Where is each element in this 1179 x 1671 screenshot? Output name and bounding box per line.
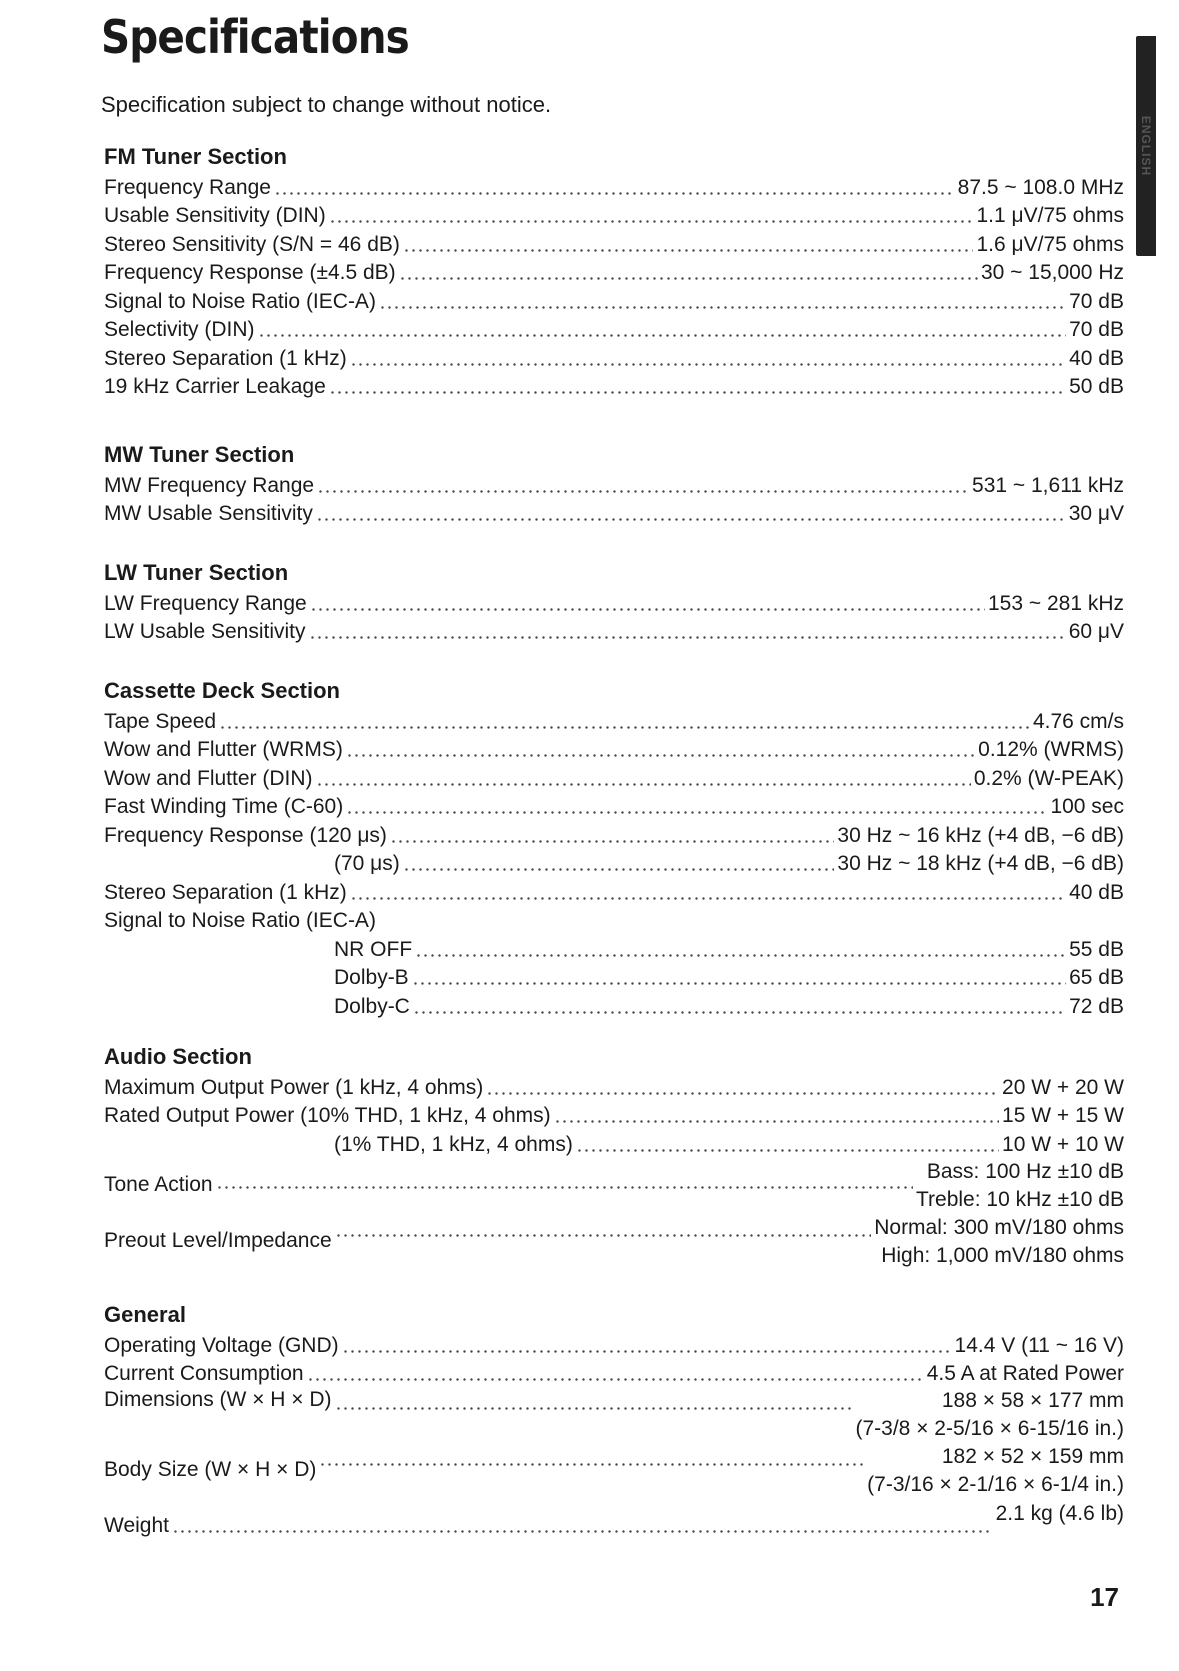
spec-label: Dimensions (W × H × D) (104, 1388, 332, 1411)
leader-dots (554, 1120, 999, 1123)
spec-row (104, 1359, 1124, 1388)
spec-value: 14.4 V (11 ~ 16 V) (954, 1333, 1124, 1357)
spec-row (104, 1330, 1124, 1359)
spec-label: Signal to Noise Ratio (IEC-A) (104, 289, 376, 313)
leader-dots (310, 608, 985, 611)
spec-row (104, 1101, 1124, 1130)
leader-dots (379, 306, 1066, 309)
spec-label: Fast Winding Time (C-60) (104, 795, 344, 818)
spec-label: Frequency Response (120 μs) (104, 823, 387, 847)
spec-label: 19 kHz Carrier Leakage (104, 375, 326, 398)
spec-row (104, 792, 1124, 821)
language-tab-label: ENGLISH (1139, 115, 1153, 177)
leader-dots (403, 868, 835, 871)
fm-tuner-section (104, 142, 1124, 400)
section-title: LW Tuner Section (104, 560, 289, 585)
section-title: MW Tuner Section (104, 442, 295, 467)
spec-row (104, 229, 1124, 258)
spec-value-line: (7-3/8 × 2-5/16 × 6-15/16 in.) (855, 1417, 1124, 1440)
spec-value: 40 dB (1069, 346, 1124, 370)
spec-row (104, 1072, 1124, 1101)
spec-label: Rated Output Power (10% THD, 1 kHz, 4 ohms) (104, 1104, 551, 1127)
leader-dots (274, 192, 955, 195)
leader-dots (576, 1149, 999, 1152)
page-subtitle: Specification subject to change without notice. (101, 92, 552, 117)
spec-row (104, 1129, 1124, 1158)
cassette-deck-section (104, 676, 1124, 1020)
spec-label: Usable Sensitivity (DIN) (104, 204, 326, 227)
spec-label: Tone Action (104, 1172, 213, 1196)
spec-row (104, 315, 1124, 344)
spec-value-line: 182 × 52 × 159 mm (941, 1445, 1124, 1468)
spec-label: MW Usable Sensitivity (104, 502, 313, 525)
spec-row (104, 877, 1124, 906)
spec-label: Dolby-B (334, 966, 409, 989)
leader-dots (319, 1463, 864, 1466)
spec-label: Preout Level/Impedance (104, 1228, 332, 1252)
spec-value: 30 ~ 15,000 Hz (980, 261, 1124, 284)
lw-tuner-section (104, 558, 1124, 645)
spec-value: 100 sec (1050, 795, 1124, 818)
leader-dots (335, 1234, 872, 1237)
leader-dots (346, 754, 975, 757)
spec-label: Stereo Separation (1 kHz) (104, 346, 347, 370)
spec-label: Maximum Output Power (1 kHz, 4 ohms) (104, 1075, 484, 1099)
section-title: FM Tuner Section (104, 144, 287, 169)
leader-dots (486, 1092, 999, 1095)
spec-row (104, 706, 1124, 735)
leader-dots (335, 1407, 853, 1410)
spec-value: 60 μV (1068, 620, 1124, 643)
spec-row (104, 820, 1124, 849)
leader-dots (403, 249, 974, 252)
spec-value-line: Normal: 300 mV/180 ohms (874, 1215, 1124, 1239)
spec-label: Selectivity (DIN) (104, 318, 255, 341)
leader-dots (390, 840, 835, 843)
spec-value: 70 dB (1069, 289, 1124, 313)
spec-value: 1.1 μV/75 ohms (976, 204, 1124, 227)
spec-label: (1% THD, 1 kHz, 4 ohms) (334, 1132, 573, 1156)
language-tab (1136, 36, 1156, 256)
leader-dots (399, 277, 978, 280)
spec-value: 30 Hz ~ 18 kHz (+4 dB, −6 dB) (837, 852, 1124, 875)
leader-dots (219, 726, 1030, 729)
leader-dots (342, 1350, 952, 1353)
spec-value (874, 1214, 1124, 1270)
spec-value (867, 1443, 1124, 1499)
mw-tuner-section (104, 440, 1124, 527)
spec-label: Body Size (W × H × D) (104, 1458, 317, 1481)
spec-row (104, 1214, 1124, 1270)
spec-row (104, 1499, 1124, 1539)
spec-value-line: Treble: 10 kHz ±10 dB (915, 1187, 1124, 1211)
spec-value: 153 ~ 281 kHz (987, 591, 1124, 615)
spec-row (104, 588, 1124, 617)
spec-row (104, 1387, 1124, 1443)
spec-value: 15 W + 15 W (1002, 1104, 1124, 1127)
leader-dots (317, 490, 969, 493)
spec-value-line: Bass: 100 Hz ±10 dB (926, 1159, 1124, 1183)
leader-dots (350, 897, 1066, 900)
spec-row (104, 963, 1124, 992)
leader-dots (309, 636, 1066, 639)
spec-label: Frequency Response (±4.5 dB) (104, 261, 396, 284)
leader-dots (346, 811, 1047, 814)
spec-value: 55 dB (1069, 937, 1124, 961)
spec-value: 70 dB (1069, 318, 1124, 341)
spec-value: 87.5 ~ 108.0 MHz (957, 175, 1124, 199)
leader-dots (216, 1186, 913, 1189)
leader-dots (329, 391, 1066, 394)
general-section (104, 1300, 1124, 1539)
leader-dots (413, 1011, 1066, 1014)
spec-value-line: 188 × 58 × 177 mm (941, 1389, 1124, 1412)
spec-label: Signal to Noise Ratio (IEC-A) (104, 909, 376, 932)
section-title: Audio Section (104, 1044, 252, 1069)
spec-row (104, 372, 1124, 401)
spec-row (104, 849, 1124, 878)
spec-label: Wow and Flutter (DIN) (104, 766, 313, 790)
spec-value: 0.12% (WRMS) (978, 738, 1124, 761)
spec-value-line: (7-3/16 × 2-1/16 × 6-1/4 in.) (867, 1473, 1124, 1496)
spec-value (916, 1158, 1124, 1214)
leader-dots (316, 518, 1066, 521)
spec-value: 72 dB (1069, 994, 1124, 1018)
spec-value: 20 W + 20 W (1002, 1075, 1124, 1099)
spec-row (104, 763, 1124, 792)
spec-row (104, 906, 1124, 935)
spec-value: 4.76 cm/s (1032, 709, 1124, 733)
spec-row (104, 991, 1124, 1020)
section-title: Cassette Deck Section (104, 678, 340, 703)
spec-label: Operating Voltage (GND) (104, 1333, 339, 1357)
spec-value (856, 1387, 1125, 1443)
spec-value: 40 dB (1069, 880, 1124, 904)
page-title: Specifications (101, 10, 409, 64)
spec-row (104, 1443, 1124, 1499)
spec-label: LW Frequency Range (104, 591, 307, 615)
spec-label: Weight (104, 1514, 169, 1537)
spec-row (104, 499, 1124, 528)
spec-row (104, 201, 1124, 230)
spec-value: 10 W + 10 W (1002, 1132, 1124, 1156)
spec-value: 2.1 kg (4.6 lb) (995, 1502, 1124, 1525)
spec-row (104, 1158, 1124, 1214)
spec-label: LW Usable Sensitivity (104, 620, 306, 643)
section-title: General (104, 1302, 186, 1327)
leader-dots (316, 783, 971, 786)
spec-row (104, 172, 1124, 201)
spec-value: 4.5 A at Rated Power (926, 1362, 1124, 1385)
spec-label: (70 μs) (334, 852, 400, 875)
spec-value: 65 dB (1069, 966, 1124, 989)
leader-dots (350, 363, 1066, 366)
spec-row (104, 617, 1124, 646)
spec-value: 531 ~ 1,611 kHz (972, 473, 1124, 497)
leader-dots (258, 334, 1067, 337)
leader-dots (307, 1378, 924, 1381)
spec-label: MW Frequency Range (104, 473, 315, 497)
leader-dots (412, 982, 1066, 985)
spec-label: Stereo Sensitivity (S/N = 46 dB) (104, 232, 400, 256)
audio-section (104, 1042, 1124, 1270)
spec-row (104, 258, 1124, 287)
spec-value: 30 μV (1068, 502, 1124, 525)
spec-label: Tape Speed (104, 709, 217, 733)
spec-row (104, 286, 1124, 315)
spec-value-line: High: 1,000 mV/180 ohms (881, 1243, 1124, 1267)
leader-dots (329, 220, 974, 223)
spec-value: 1.6 μV/75 ohms (976, 232, 1124, 256)
spec-label: Stereo Separation (1 kHz) (104, 880, 347, 904)
spec-value: 50 dB (1069, 375, 1124, 398)
spec-row (104, 735, 1124, 764)
spec-value: 0.2% (W-PEAK) (973, 766, 1124, 790)
spec-label: Frequency Range (104, 175, 271, 199)
spec-label: NR OFF (334, 937, 413, 961)
spec-label: Current Consumption (104, 1362, 304, 1385)
spec-row (104, 934, 1124, 963)
leader-dots (172, 1530, 993, 1533)
leader-dots (415, 954, 1066, 957)
spec-value: 30 Hz ~ 16 kHz (+4 dB, −6 dB) (837, 823, 1124, 847)
spec-label: Wow and Flutter (WRMS) (104, 738, 343, 761)
spec-row (104, 470, 1124, 499)
spec-label: Dolby-C (334, 994, 410, 1018)
spec-row (104, 343, 1124, 372)
page-number: 17 (1090, 1582, 1119, 1612)
